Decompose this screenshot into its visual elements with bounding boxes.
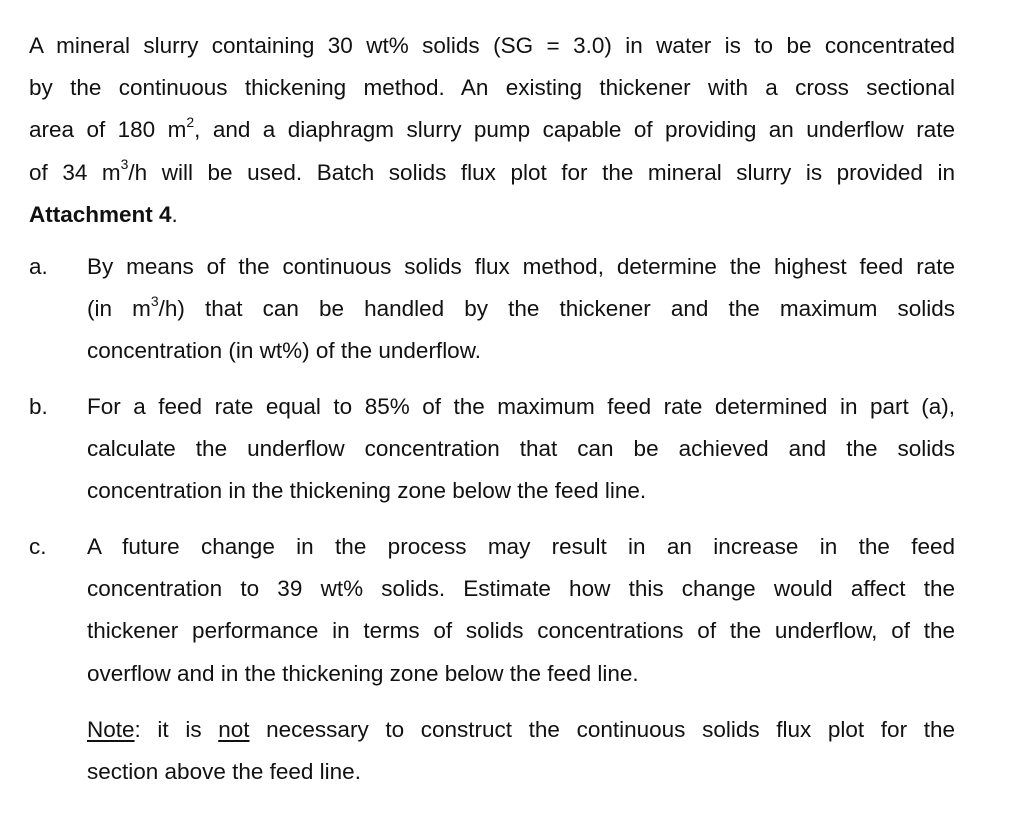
part-a-text <box>87 246 955 373</box>
part-b-line-1: For a feed rate equal to 85% of the maximum feed rate determined in part (a), <box>87 394 955 419</box>
note-block <box>29 709 955 799</box>
part-c-line-4: overflow and in the thickening zone below the feed line. <box>87 660 639 686</box>
part-c-line-3: thickener performance in terms of solids concentrations of the underflow, of the <box>87 618 955 644</box>
question-part-b <box>29 386 955 516</box>
part-a-line-2-text-a: (in m <box>87 296 151 322</box>
part-a-line-2 <box>87 288 955 330</box>
part-b-line-2: calculate the underflow concentration that can be achieved and the solids <box>87 436 955 462</box>
intro-line-2: by the continuous thickening method. An existing thickener with a cross sectional <box>29 75 955 101</box>
part-a-line-1: By means of the continuous solids flux method, determine the highest feed rate <box>87 254 955 279</box>
question-part-a <box>29 246 955 376</box>
superscript-3: 3 <box>120 156 129 173</box>
part-a-line-2-text-b: /h) that can be handled by the thickener and the maximum solids <box>158 296 955 322</box>
note-text <box>87 709 955 793</box>
note-rest-text: necessary to construct the continuous solids flux plot for the <box>249 717 955 742</box>
intro-line-1: A mineral slurry containing 30 wt% solids (SG = 3.0) in water is to be concentrated <box>29 33 955 58</box>
part-c-text <box>87 526 955 695</box>
part-c-line-2: concentration to 39 wt% solids. Estimate how this change would affect the <box>87 576 955 602</box>
intro-line-5-period: . <box>171 201 178 227</box>
part-b-letter: b. <box>29 394 48 419</box>
intro-line-4-text-a: of 34 m <box>29 159 121 185</box>
intro-line-3-text-a: area of 180 m <box>29 117 187 143</box>
intro-line-3-text-b: , and a diaphragm slurry pump capable of providing an underflow rate <box>194 117 955 143</box>
intro-line-4 <box>29 152 955 194</box>
part-a-line-3: concentration (in wt%) of the underflow. <box>87 338 481 364</box>
note-not-emphasis: not <box>218 717 250 742</box>
part-a-letter: a. <box>29 254 48 279</box>
intro-line-3 <box>29 109 955 151</box>
note-line-1 <box>87 709 955 751</box>
superscript-2: 2 <box>186 113 195 130</box>
part-c-line-1: A future change in the process may result in an increase in the feed <box>87 534 955 559</box>
part-c-letter: c. <box>29 534 47 559</box>
attachment-reference: Attachment 4 <box>29 201 172 227</box>
part-b-text <box>87 386 955 513</box>
intro-line-4-text-b: /h will be used. Batch solids flux plot for the mineral slurry is provided in <box>128 159 955 185</box>
problem-statement <box>29 25 955 236</box>
question-part-c <box>29 526 955 701</box>
note-colon-text: : it is <box>134 717 219 742</box>
superscript-3: 3 <box>150 292 159 309</box>
intro-line-5 <box>29 194 955 236</box>
part-b-line-3: concentration in the thickening zone below the feed line. <box>87 478 647 504</box>
note-line-2: section above the feed line. <box>87 759 361 785</box>
note-label: Note <box>87 717 135 742</box>
